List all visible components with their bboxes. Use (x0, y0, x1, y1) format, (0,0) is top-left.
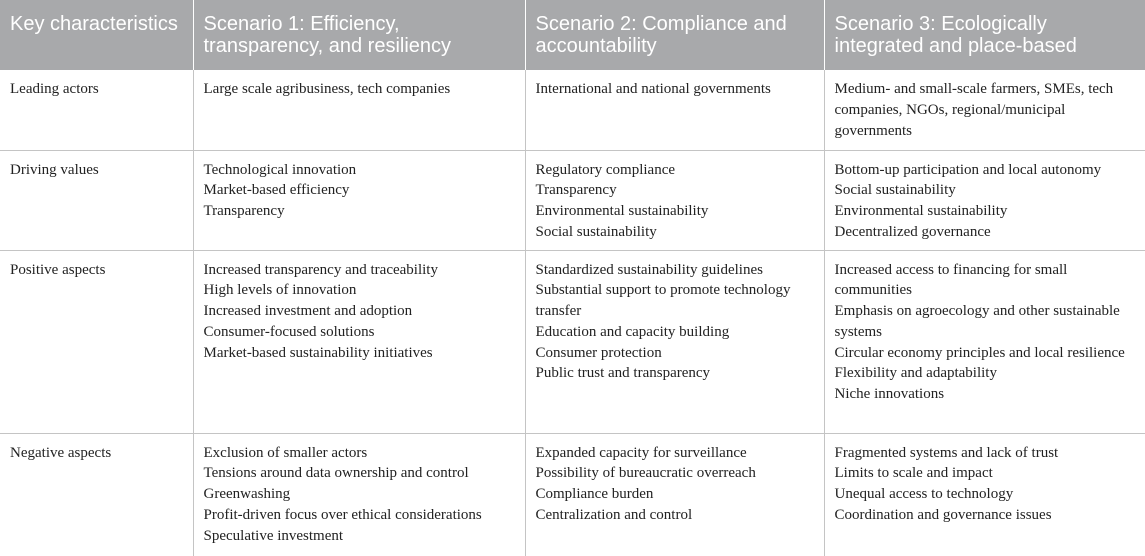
cell-scenario-2 (525, 150, 824, 250)
cell-line: Decentralized governance (834, 223, 991, 240)
cell-line: Regulatory compliance (535, 161, 676, 178)
cell-line: Compliance burden (535, 486, 654, 503)
cell-line: Consumer-focused solutions (203, 323, 375, 340)
cell-line: High levels of innovation (203, 282, 357, 299)
table-row-positive-aspects (0, 250, 1145, 433)
cell-line: Flexibility and adaptability (834, 365, 997, 382)
cell-line: Possibility of bureaucratic overreach (535, 465, 756, 482)
header-key-characteristics: Key characteristics (0, 0, 193, 70)
table-row-driving-values (0, 150, 1145, 250)
cell-line: Environmental sustainability (535, 203, 709, 220)
cell-line: Greenwashing (203, 486, 291, 503)
cell-line: Increased transparency and traceability (203, 261, 438, 278)
table-body (0, 70, 1145, 556)
cell-scenario-2 (525, 250, 824, 433)
cell-line: Transparency (203, 203, 285, 220)
row-label: Driving values (0, 150, 193, 250)
header-row (0, 0, 1145, 70)
cell-scenario-1 (193, 70, 525, 150)
cell-scenario-1 (193, 250, 525, 433)
cell-line: Limits to scale and impact (834, 465, 993, 482)
cell-scenario-3 (824, 150, 1145, 250)
cell-line: Market-based efficiency (203, 182, 350, 199)
table-header (0, 0, 1145, 70)
row-label: Negative aspects (0, 433, 193, 556)
header-scenario-2: Scenario 2: Compliance and accountability (525, 0, 824, 70)
cell-line: Substantial support to promote technology transfer (535, 282, 791, 320)
header-scenario-1: Scenario 1: Efficiency, transparency, and resiliency (193, 0, 525, 70)
cell-scenario-3 (824, 70, 1145, 150)
cell-line: Niche innovations (834, 386, 945, 403)
cell-line: Profit-driven focus over ethical considerations (203, 506, 482, 523)
cell-line: Public trust and transparency (535, 365, 711, 382)
cell-line: Environmental sustainability (834, 203, 1008, 220)
cell-line: Education and capacity building (535, 323, 730, 340)
cell-line: Social sustainability (535, 223, 657, 240)
cell-line: Increased investment and adoption (203, 303, 413, 320)
cell-line: International and national governments (535, 81, 771, 97)
cell-line: Speculative investment (203, 527, 344, 544)
cell-line: Tensions around data ownership and control (203, 465, 469, 482)
cell-line: Technological innovation (203, 161, 357, 178)
cell-scenario-1 (193, 433, 525, 556)
cell-line: Coordination and governance issues (834, 506, 1052, 523)
cell-line: Market-based sustainability initiatives (203, 344, 433, 361)
cell-line: Emphasis on agroecology and other sustainable systems (834, 303, 1120, 340)
header-scenario-3: Scenario 3: Ecologically integrated and place-based (824, 0, 1145, 70)
cell-line: Centralization and control (535, 506, 693, 523)
cell-line: Exclusion of smaller actors (203, 444, 368, 461)
cell-line: Increased access to financing for small communities (834, 261, 1068, 299)
cell-scenario-2 (525, 433, 824, 556)
cell-line: Standardized sustainability guidelines (535, 261, 763, 278)
row-label: Positive aspects (0, 250, 193, 433)
cell-scenario-3 (824, 433, 1145, 556)
cell-line: Bottom-up participation and local autonomy (834, 161, 1102, 178)
cell-line: Unequal access to technology (834, 486, 1014, 503)
cell-line: Consumer protection (535, 344, 662, 361)
cell-line: Social sustainability (834, 182, 956, 199)
cell-scenario-2 (525, 70, 824, 150)
cell-scenario-3 (824, 250, 1145, 433)
cell-line: Medium- and small-scale farmers, SMEs, tech companies, NGOs, regional/municipal governments (834, 81, 1114, 139)
cell-line: Expanded capacity for surveillance (535, 444, 747, 461)
cell-scenario-1 (193, 150, 525, 250)
table-row-leading-actors (0, 70, 1145, 150)
cell-line: Fragmented systems and lack of trust (834, 444, 1059, 461)
cell-line: Transparency (535, 182, 617, 199)
cell-line: Circular economy principles and local resilience (834, 344, 1125, 361)
table-row-negative-aspects (0, 433, 1145, 556)
cell-line: Large scale agribusiness, tech companies (203, 81, 451, 97)
row-label: Leading actors (0, 70, 193, 150)
